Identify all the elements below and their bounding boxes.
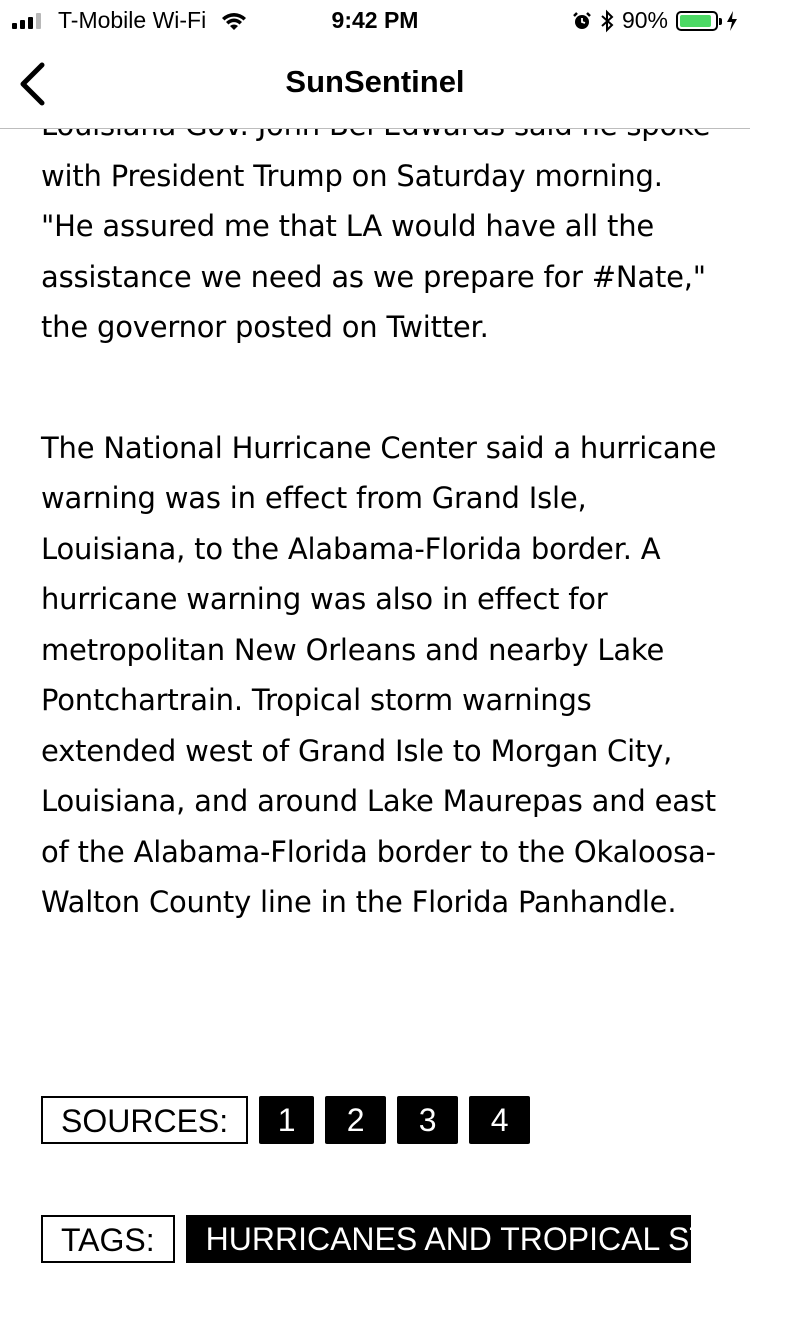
source-link-1[interactable]: 1 bbox=[259, 1096, 314, 1144]
source-link-2[interactable]: 2 bbox=[325, 1096, 386, 1144]
battery-fill bbox=[680, 15, 711, 27]
tags-label: TAGS: bbox=[41, 1215, 175, 1263]
battery-percent: 90% bbox=[621, 7, 668, 33]
alarm-icon bbox=[572, 11, 592, 31]
article-paragraph: The National Hurricane Center said a hurricane warning was in effect from Grand Isle, Louisiana, to the Alabama-Florida border. A hurricane warning was also in effect for metropolitan New Orleans and nearby Lake Pontchartrain. Tropical storm warnings extended west of Grand Isle to Morgan City, Louisiana, and around Lake Maurepas and east of the Alabama-Florida border to the Okaloosa-Walton County line in the Florida Panhandle. bbox=[41, 430, 717, 919]
tag-chip[interactable]: HURRICANES AND TROPICAL STORMS bbox=[186, 1215, 691, 1263]
charging-bolt-icon bbox=[726, 11, 738, 31]
article-body bbox=[41, 100, 721, 928]
carrier-name: T-Mobile Wi-Fi bbox=[58, 7, 207, 33]
sources-label: SOURCES: bbox=[41, 1096, 248, 1144]
sources-row bbox=[41, 1096, 530, 1144]
status-bar bbox=[0, 0, 750, 40]
page-title: SunSentinel bbox=[285, 64, 465, 99]
status-right bbox=[572, 7, 738, 34]
bluetooth-icon bbox=[600, 10, 614, 32]
source-link-3[interactable]: 3 bbox=[397, 1096, 458, 1144]
battery-tip bbox=[719, 18, 722, 25]
source-link-4[interactable]: 4 bbox=[469, 1096, 530, 1144]
nav-bar bbox=[0, 40, 750, 129]
battery-icon bbox=[676, 11, 718, 31]
tags-row bbox=[41, 1215, 804, 1263]
article-paragraph: with President Trump on Saturday morning. "He assured me that LA would have all the assistance we need as we prepare for #Nate," the governor posted on Twitter. bbox=[41, 158, 706, 344]
status-time: 9:42 PM bbox=[331, 7, 419, 33]
